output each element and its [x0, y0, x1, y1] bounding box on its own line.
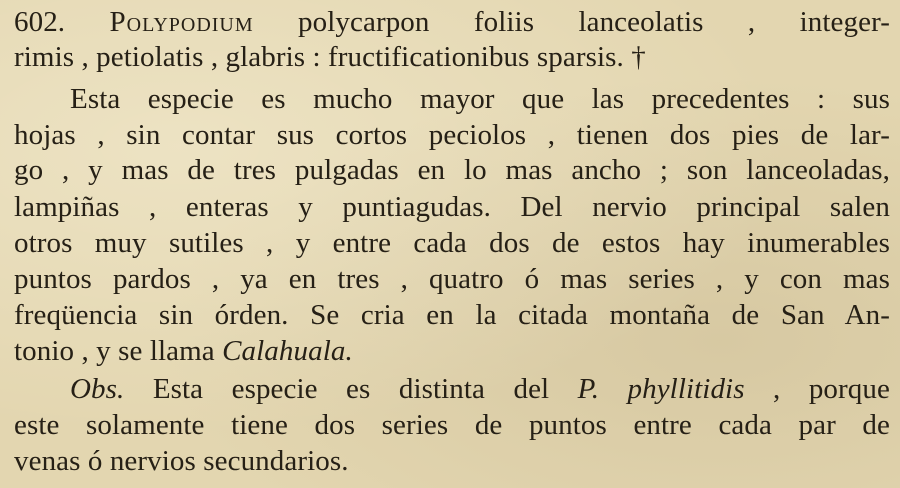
- description-line-2: hojas , sin contar sus cortos peciolos , tienen dos pies de lar-: [14, 119, 890, 151]
- description-line-1: Esta especie es mucho mayor que las precedentes : sus: [70, 83, 890, 115]
- diagnosis-text: polycarpon foliis lanceolatis , integer-: [298, 6, 891, 38]
- obs-label: Obs.: [70, 373, 125, 405]
- common-name: Calahuala.: [222, 335, 353, 367]
- entry-number: 602.: [14, 6, 66, 38]
- species-heading-line: [14, 5, 890, 39]
- obs-suffix: , porque: [773, 373, 890, 405]
- description-last-line: [14, 334, 890, 368]
- description-line-3: go , y mas de tres pulgadas en lo mas ancho ; son lanceoladas,: [14, 154, 890, 186]
- obs-text: Esta especie es distinta del: [152, 373, 550, 405]
- description-last-text: tonio , y se llama: [14, 335, 215, 367]
- description-line-7: freqüencia sin órden. Se cria en la citada montaña de San An-: [14, 299, 890, 331]
- reference-species: P. phyllitidis: [577, 373, 745, 405]
- observation-line-1: [14, 372, 890, 406]
- observation-line-3: venas ó nervios secundarios.: [14, 445, 349, 477]
- observation-line-2: este solamente tiene dos series de puntos entre cada par de: [14, 409, 890, 441]
- description-line-4: lampiñas , enteras y puntiagudas. Del nervio principal salen: [14, 191, 890, 223]
- description-line-6: puntos pardos , ya en tres , quatro ó mas series , y con mas: [14, 263, 890, 295]
- diagnosis-line-2: rimis , petiolatis , glabris : fructificationibus sparsis. †: [14, 41, 646, 73]
- description-line-5: otros muy sutiles , y entre cada dos de estos hay inumerables: [14, 227, 890, 259]
- genus-name: Polypodium: [109, 6, 254, 38]
